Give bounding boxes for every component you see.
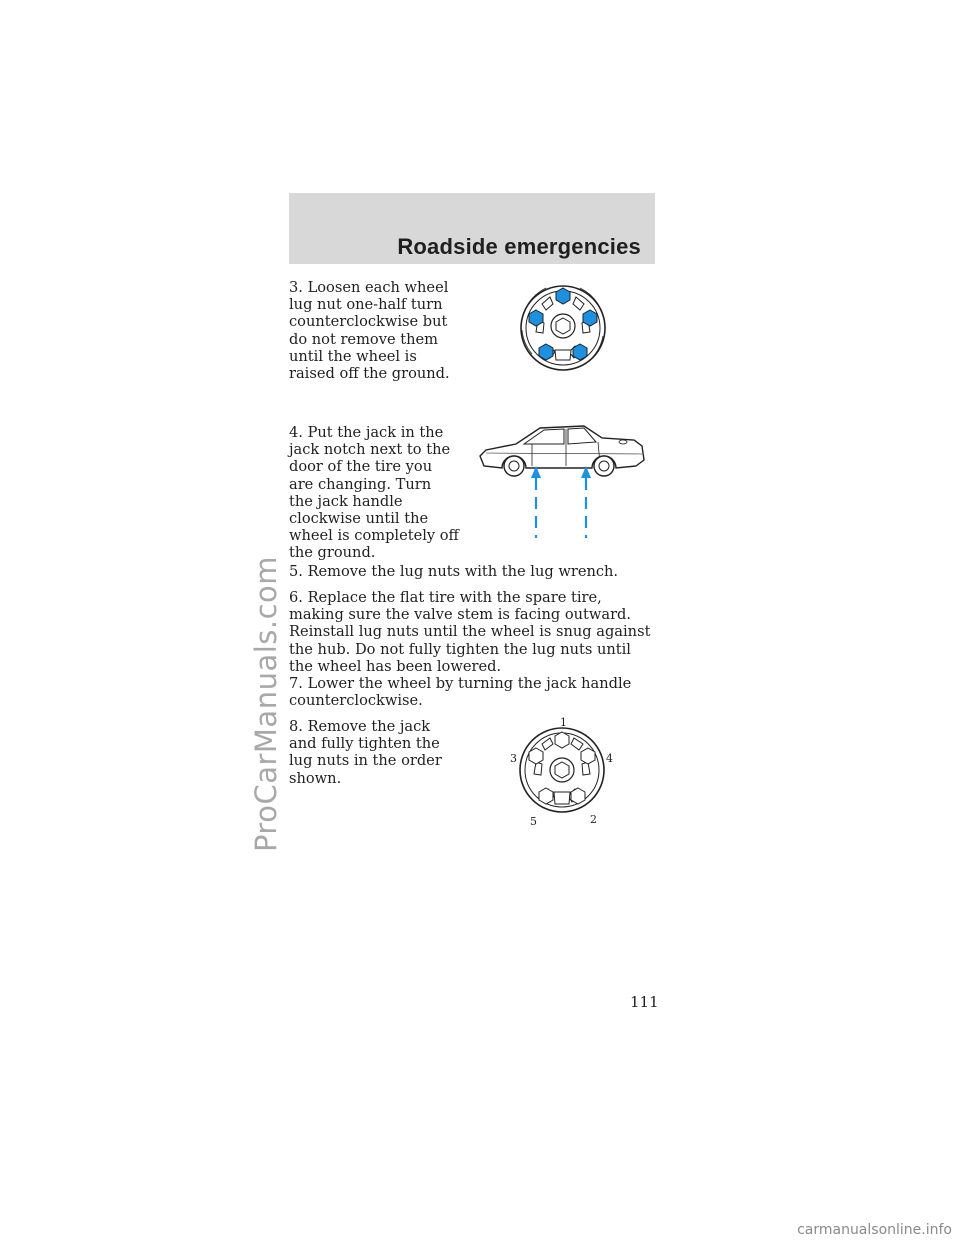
- page-number: 111: [630, 993, 659, 1011]
- step-4-text: 4. Put the jack in the jack notch next to the door of the tire you are changing. Turn the jack handle clockwise until the wheel is completely off the ground.: [289, 424, 459, 562]
- footer-watermark: carmanualsonline.info: [797, 1222, 952, 1238]
- tightening-order-label-5: 5: [530, 815, 537, 828]
- step-7-text: 7. Lower the wheel by turning the jack handle counterclockwise.: [289, 675, 632, 710]
- section-title: Roadside emergencies: [397, 234, 641, 259]
- lug-nut-tightening-order-illustration: [506, 714, 616, 824]
- step-8-text: 8. Remove the jack and fully tighten the lug nuts in the order shown.: [289, 718, 442, 787]
- tightening-order-label-1: 1: [560, 716, 567, 729]
- tightening-order-label-4: 4: [606, 752, 613, 765]
- step-6-text: 6. Replace the flat tire with the spare tire, making sure the valve stem is facing outward. Reinstall lug nuts until the wheel is snug against the hub. Do not fully tighten the lug nuts until the wheel has been lowered.: [289, 589, 651, 675]
- step-3-text: 3. Loosen each wheel lug nut one-half turn counterclockwise but do not remove them until the wheel is raised off the ground.: [289, 279, 450, 383]
- section-header-band: [289, 193, 655, 264]
- side-watermark-text: ProCarManuals.com: [249, 555, 283, 853]
- car-jack-points-illustration: [476, 420, 648, 542]
- tightening-order-label-3: 3: [510, 752, 517, 765]
- step-5-text: 5. Remove the lug nuts with the lug wrench.: [289, 563, 619, 580]
- wheel-lug-nut-loosen-illustration: [518, 280, 608, 376]
- tightening-order-label-2: 2: [590, 813, 597, 826]
